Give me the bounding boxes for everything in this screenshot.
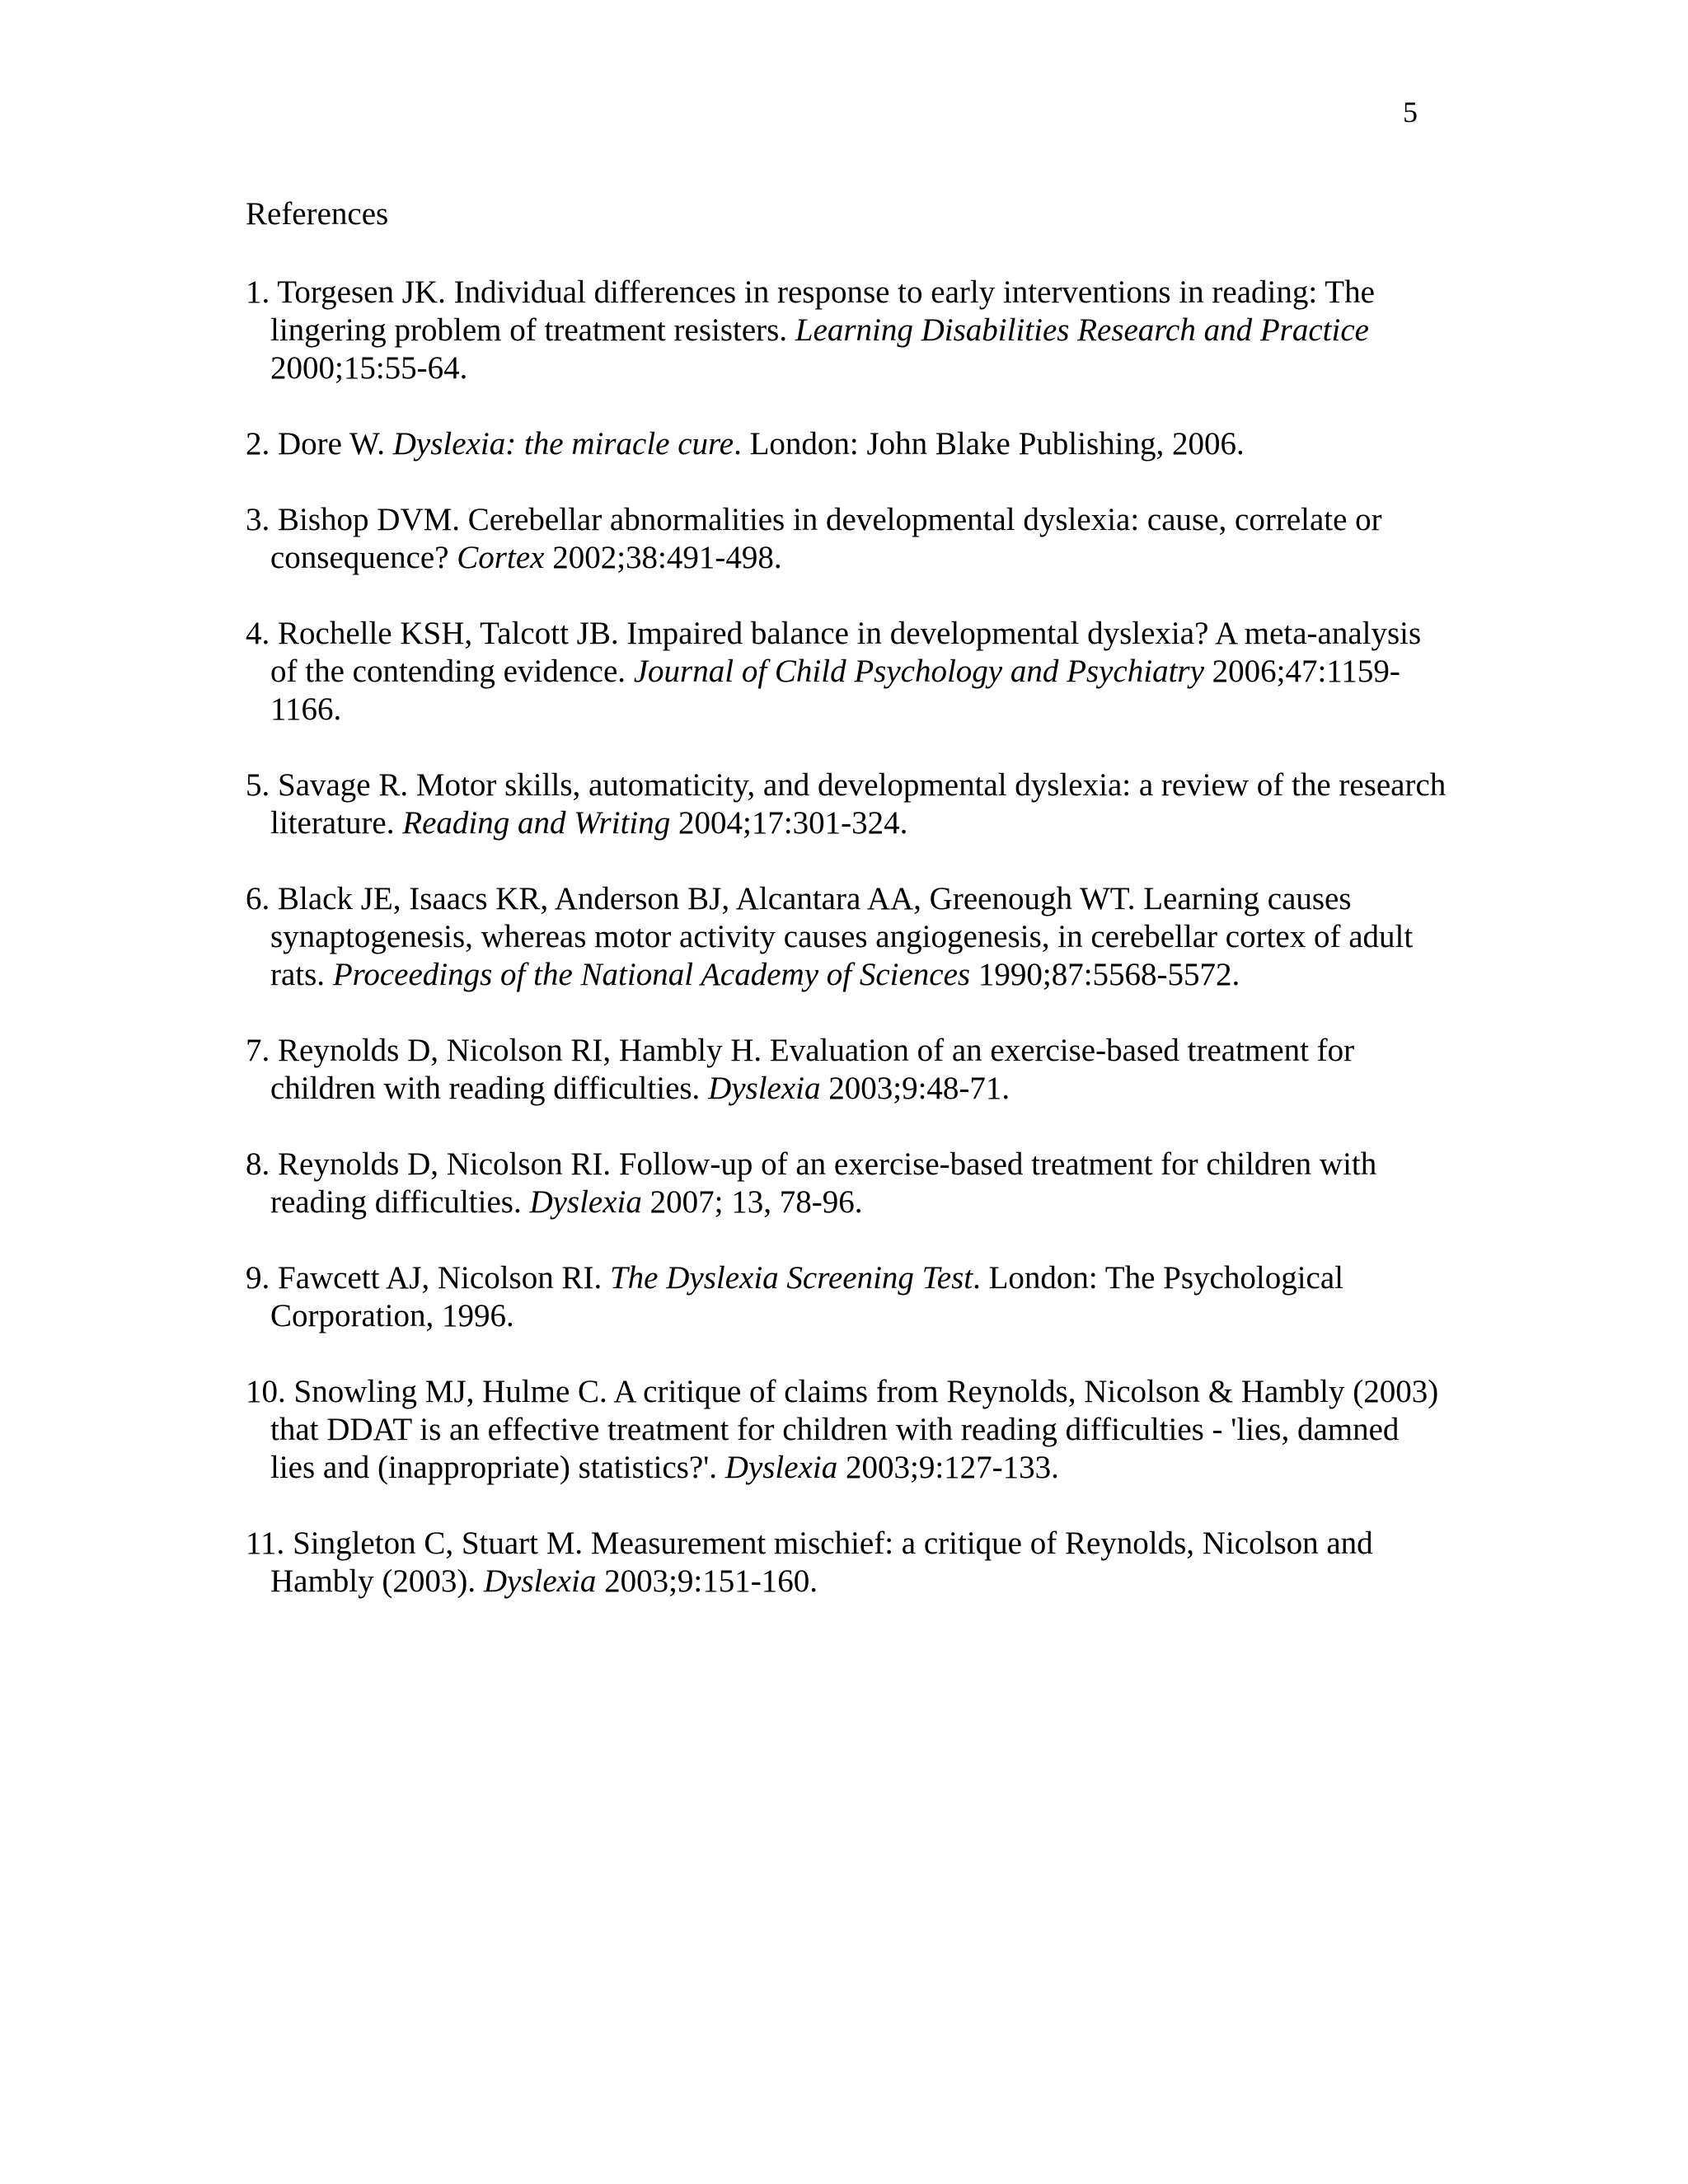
reference-journal: Journal of Child Psychology and Psychiatry	[633, 654, 1204, 689]
reference-citation: . London: John Blake Publishing, 2006.	[734, 426, 1245, 462]
reference-citation: 2002;38:491-498.	[552, 540, 782, 575]
reference-citation: 2003;9:48-71.	[828, 1071, 1010, 1106]
reference-item	[246, 766, 1449, 842]
reference-item	[246, 1373, 1449, 1487]
reference-item	[246, 1259, 1449, 1335]
reference-number: 10.	[246, 1374, 286, 1409]
reference-list	[246, 274, 1449, 1638]
reference-text: Reynolds D, Nicolson RI. Follow-up of an exercise-based treatment for children with reading difficulties.	[270, 1146, 1377, 1220]
reference-journal: Cortex	[457, 540, 545, 575]
reference-item	[246, 425, 1449, 463]
reference-journal: Dyslexia	[483, 1563, 597, 1599]
reference-citation: 2006;47:1159-1166.	[270, 654, 1400, 727]
reference-journal: Reading and Writing	[402, 805, 671, 841]
reference-item	[246, 1032, 1449, 1108]
page-number: 5	[1403, 96, 1418, 129]
reference-journal: Dyslexia	[724, 1450, 838, 1485]
reference-citation: 2000;15:55-64.	[270, 350, 468, 386]
reference-number: 1.	[246, 274, 270, 310]
references-heading: References	[246, 196, 389, 232]
reference-number: 2.	[246, 426, 270, 462]
reference-number: 3.	[246, 502, 270, 537]
reference-item	[246, 615, 1449, 729]
reference-text: Snowling MJ, Hulme C. A critique of claims from Reynolds, Nicolson & Hambly (2003) that DDAT is an effective treatment for children with reading difficulties - 'lies, damned lies and (inappropriate) statistics?'.	[270, 1374, 1439, 1485]
reference-number: 11.	[246, 1526, 285, 1561]
reference-item	[246, 501, 1449, 577]
reference-item	[246, 274, 1449, 387]
reference-journal: Dyslexia	[529, 1184, 642, 1220]
reference-citation: 1990;87:5568-5572.	[978, 957, 1240, 992]
reference-item	[246, 880, 1449, 994]
reference-number: 6.	[246, 881, 270, 916]
reference-journal: Proceedings of the National Academy of Sciences	[332, 957, 971, 992]
reference-citation: 2004;17:301-324.	[678, 805, 908, 841]
reference-journal: Learning Disabilities Research and Practice	[795, 312, 1369, 348]
reference-citation: 2003;9:127-133.	[845, 1450, 1059, 1485]
reference-journal: Dyslexia	[708, 1071, 821, 1106]
reference-text: Dore W.	[278, 426, 385, 462]
reference-text: Singleton C, Stuart M. Measurement mischief: a critique of Reynolds, Nicolson and Hambly (2003).	[270, 1526, 1373, 1599]
reference-text: Fawcett AJ, Nicolson RI.	[278, 1260, 603, 1296]
reference-text: Bishop DVM. Cerebellar abnormalities in developmental dyslexia: cause, correlate or consequence?	[270, 502, 1382, 575]
reference-item	[246, 1146, 1449, 1221]
reference-title: Dyslexia: the miracle cure	[392, 426, 734, 462]
reference-number: 9.	[246, 1260, 270, 1296]
reference-citation: . London: The Psychological Corporation, 1996.	[270, 1260, 1343, 1333]
reference-text: Rochelle KSH, Talcott JB. Impaired balance in developmental dyslexia? A meta-analysis of the contending evidence.	[270, 616, 1422, 689]
reference-citation: 2003;9:151-160.	[604, 1563, 818, 1599]
reference-citation: 2007; 13, 78-96.	[649, 1184, 863, 1220]
reference-number: 4.	[246, 616, 270, 651]
reference-text: Black JE, Isaacs KR, Anderson BJ, Alcantara AA, Greenough WT. Learning causes synaptogenesis, whereas motor activity causes angiogenesis, in cerebellar cortex of adult rats.	[270, 881, 1414, 992]
reference-text: Reynolds D, Nicolson RI, Hambly H. Evaluation of an exercise-based treatment for children with reading difficulties.	[270, 1033, 1355, 1106]
reference-text: Torgesen JK. Individual differences in response to early interventions in reading: The lingering problem of treatment resisters.	[270, 274, 1375, 348]
reference-text: Savage R. Motor skills, automaticity, and developmental dyslexia: a review of the research literature.	[270, 767, 1447, 841]
reference-title: The Dyslexia Screening Test	[609, 1260, 973, 1296]
reference-number: 8.	[246, 1146, 270, 1182]
reference-item	[246, 1525, 1449, 1601]
reference-number: 5.	[246, 767, 270, 803]
reference-number: 7.	[246, 1033, 270, 1068]
